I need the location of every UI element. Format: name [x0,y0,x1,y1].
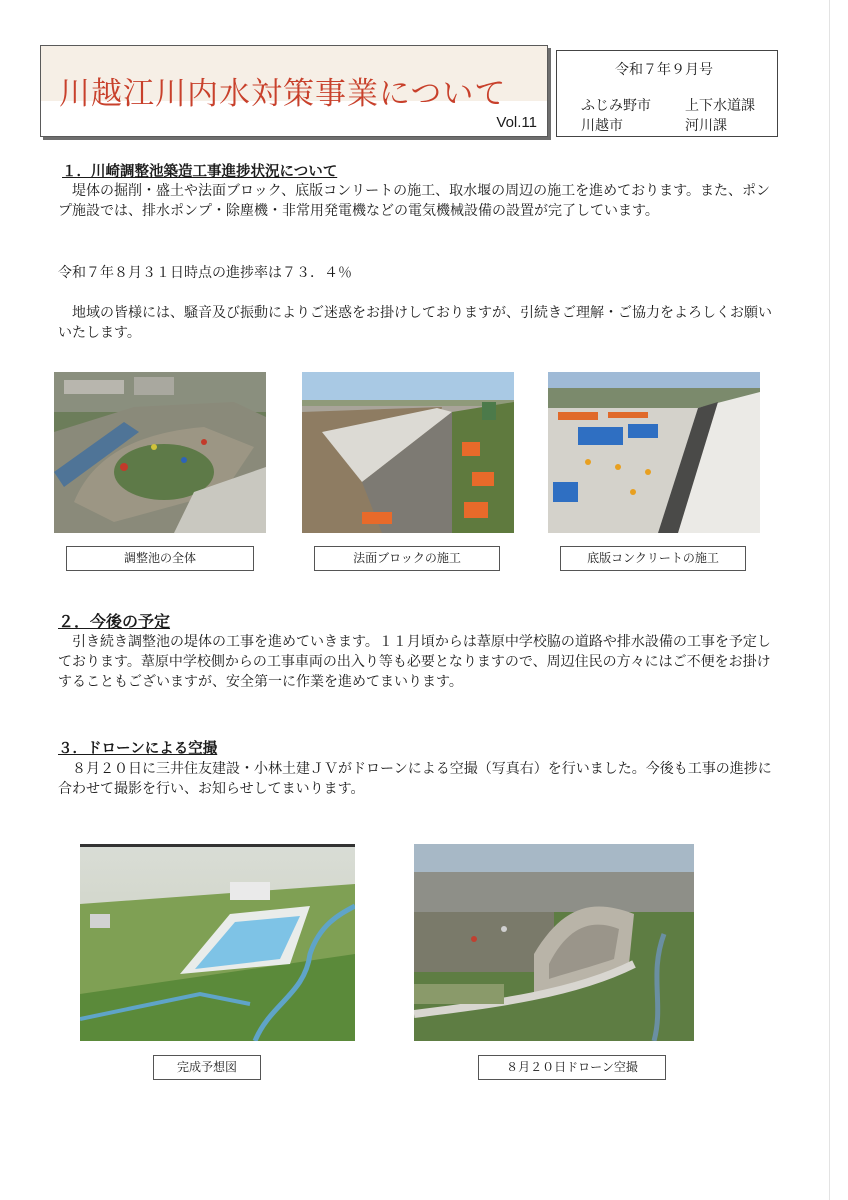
section2-body: 引き続き調整池の堤体の工事を進めていきます。１１月頃からは葦原中学校脇の道路や排水設備の工事を予定しております。葦原中学校側からの工事車両の出入り等も必要となりますので、周辺住民の方々にはご不便をお掛けすることもございますが、安全第一に作業を進めてまいります。 [58,634,771,690]
photo-base-slab [548,372,760,533]
section1-notice: 地域の皆様には、騒音及び振動によりご迷惑をお掛けしておりますが、引続きご理解・ご協力をよろしくお願いいたします。 [58,305,772,341]
section3-body: ８月２０日に三井住友建設・小林土建ＪＶがドローンによる空撮（写真右）を行いました。今後も工事の進捗に合わせて撮影を行い、お知らせしてまいります。 [58,761,772,797]
section1-body: 堤体の掘削・盛土や法面ブロック、底版コンリートの施工、取水堰の周辺の施工を進めております。また、ポンプ施設では、排水ポンプ・除塵機・非常用発電機などの電気機械設備の設置が完了しています。 [58,183,771,219]
org-row-kawagoe [581,115,727,135]
progress-rate: 令和７年８月３１日時点の進捗率は７３．４％ [58,265,352,281]
title-box [40,45,548,137]
section3-heading: ３．ドローンによる空撮 [58,741,218,757]
issue-date: 令和７年９月号 [615,62,713,78]
issue-info-box [556,50,778,137]
photo-slope-block [302,372,514,533]
photo-caption: 完成予想図 [153,1055,261,1080]
photo-caption: 底版コンクリートの施工 [560,546,746,571]
section1-heading: １．川崎調整池築造工事進捗状況について [62,164,338,180]
page-edge-line [829,0,830,1200]
photo-caption: 調整池の全体 [66,546,254,571]
volume-number: Vol.11 [496,114,537,131]
photo-drone-aerial [414,844,694,1041]
org-department: 上下水道課 [685,98,755,114]
photo-caption: ８月２０日ドローン空撮 [478,1055,666,1080]
photo-pond-overview [54,372,266,533]
org-city: ふじみ野市 [581,98,651,114]
newsletter-title: 川越江川内水対策事業について [59,76,507,112]
photo-caption: 法面ブロックの施工 [314,546,500,571]
org-row-fujimino [581,95,755,115]
photo-completion-rendering [80,844,355,1041]
org-department: 河川課 [685,118,727,134]
org-city: 川越市 [581,118,623,134]
section2-heading: ２．今後の予定 [58,612,171,631]
